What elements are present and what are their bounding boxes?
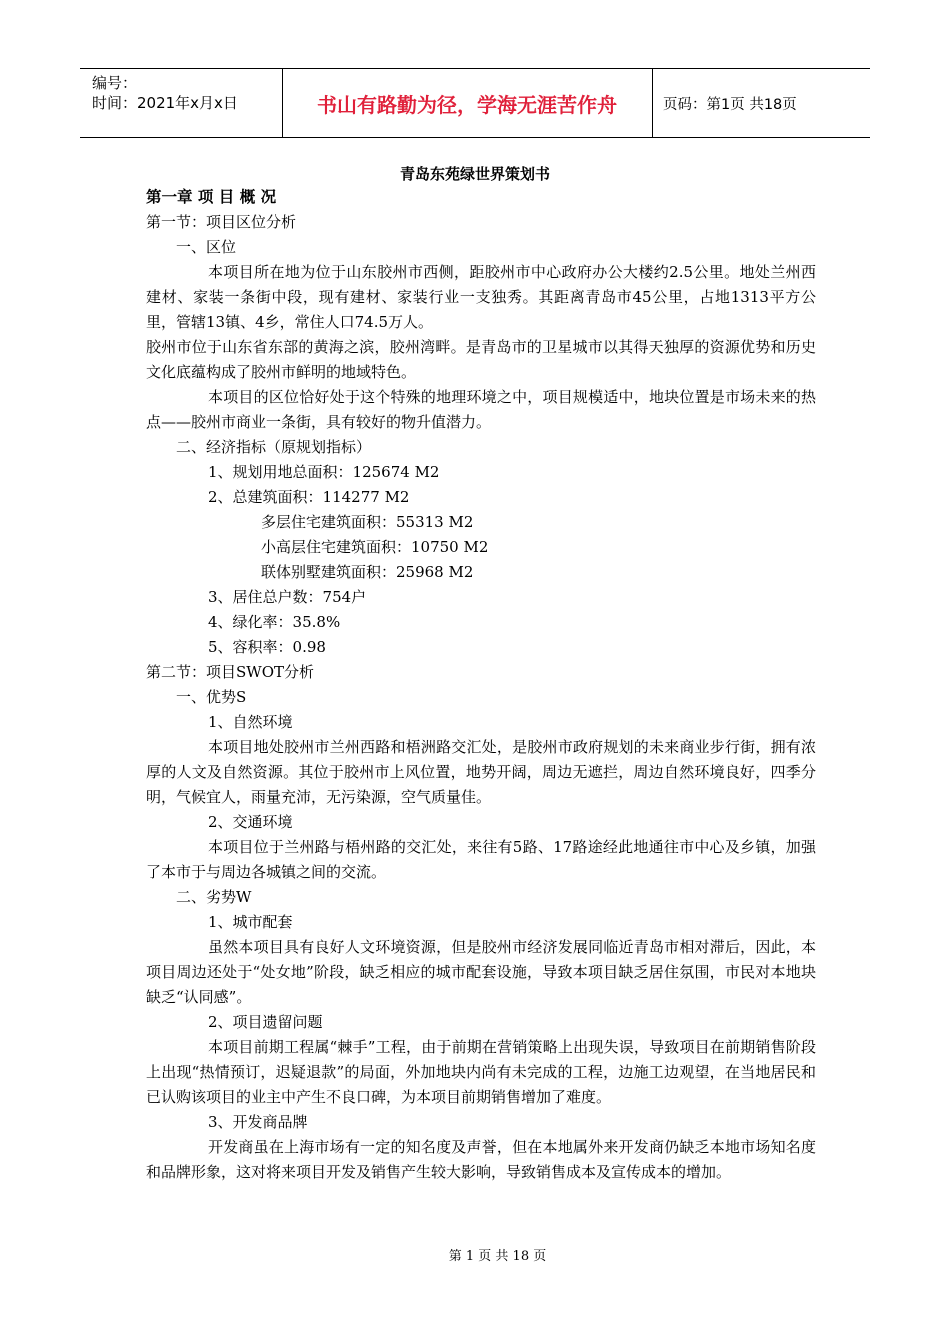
- paragraph: 本项目所在地为位于山东胶州市西侧，距胶州市中心政府办公大楼约2.5公里。地处兰州西建材、家装一条街中段，现有建材、家装行业一支独秀。其距离青岛市45公里，占地1313平方公里，管辖13镇、4乡，常住人口74.5万人。: [146, 263, 816, 331]
- indicator-subitem: 联体别墅建筑面积：25968 M2: [261, 563, 474, 581]
- header-motto: 书山有路勤为径，学海无涯苦作舟: [317, 92, 617, 117]
- indicator-item: 1、规划用地总面积：125674 M2: [208, 463, 440, 481]
- subsection-heading: 二、劣势W: [176, 888, 252, 906]
- indicator-subitem: 小高层住宅建筑面积：10750 M2: [261, 538, 489, 556]
- paragraph: 开发商虽在上海市场有一定的知名度及声誉，但在本地属外来开发商仍缺乏本地市场知名度和品牌形象，这对将来项目开发及销售产生较大影响，导致销售成本及宣传成本的增加。: [146, 1138, 816, 1181]
- page-header: [80, 68, 870, 138]
- paragraph: 胶州市位于山东省东部的黄海之滨，胶州湾畔。是青岛市的卫星城市以其得天独厚的资源优势和历史文化底蕴构成了胶州市鲜明的地域特色。: [146, 338, 816, 381]
- item-heading: 1、城市配套: [208, 913, 293, 931]
- paragraph: 本项目前期工程属“棘手”工程，由于前期在营销策略上出现失误，导致项目在前期销售阶段上出现“热情预订，迟疑退款”的局面，外加地块内尚有未完成的工程，边施工边观望，在当地居民和已认购该项目的业主中产生不良口碑，为本项目前期销售增加了难度。: [146, 1038, 816, 1106]
- header-page-info: 页码：第1页 共18页: [663, 97, 797, 113]
- section-heading: 第一节：项目区位分析: [146, 213, 297, 231]
- paragraph: 本项目的区位恰好处于这个特殊的地理环境之中，项目规模适中，地块位置是市场未来的热点——胶州市商业一条街，具有较好的物升值潜力。: [146, 388, 816, 431]
- indicator-item: 3、居住总户数：754户: [208, 588, 367, 606]
- document-title: 青岛东苑绿世界策划书: [399, 165, 550, 183]
- doc-number-label: 编号：: [92, 74, 138, 92]
- chapter-heading: 第一章 项 目 概 况: [146, 188, 277, 206]
- header-meta: [92, 73, 238, 113]
- item-heading: 1、自然环境: [208, 713, 293, 731]
- paragraph: 虽然本项目具有良好人文环境资源，但是胶州市经济发展同临近青岛市相对滞后，因此，本项目周边还处于“处女地”阶段，缺乏相应的城市配套设施，导致本项目缺乏居住氛围，市民对本地块缺乏“认同感”。: [146, 938, 816, 1006]
- item-heading: 3、开发商品牌: [208, 1113, 308, 1131]
- doc-time-label: 时间：2021年x月x日: [92, 94, 238, 112]
- subsection-heading: 二、经济指标（原规划指标）: [176, 438, 372, 456]
- item-heading: 2、项目遗留问题: [208, 1013, 323, 1031]
- paragraph: 本项目地处胶州市兰州西路和梧洲路交汇处，是胶州市政府规划的未来商业步行街，拥有浓厚的人文及自然资源。其位于胶州市上风位置，地势开阔，周边无遮拦，周边自然环境良好，四季分明，气候宜人，雨量充沛，无污染源，空气质量佳。: [146, 738, 816, 806]
- indicator-item: 2、总建筑面积：114277 M2: [208, 488, 410, 506]
- subsection-heading: 一、区位: [176, 238, 237, 256]
- page-footer: 第 1 页 共 18 页: [448, 1249, 547, 1264]
- indicator-subitem: 多层住宅建筑面积：55313 M2: [261, 513, 474, 531]
- section-heading: 第二节：项目SWOT分析: [146, 663, 314, 681]
- subsection-heading: 一、优势S: [176, 688, 247, 706]
- indicator-item: 4、绿化率：35.8%: [208, 613, 341, 631]
- item-heading: 2、交通环境: [208, 813, 293, 831]
- header-divider: [652, 69, 653, 137]
- indicator-item: 5、容积率：0.98: [208, 638, 326, 656]
- document-body: [146, 185, 816, 1185]
- paragraph: 本项目位于兰州路与梧州路的交汇处，来往有5路、17路途经此地通往市中心及乡镇，加强了本市于与周边各城镇之间的交流。: [146, 838, 816, 881]
